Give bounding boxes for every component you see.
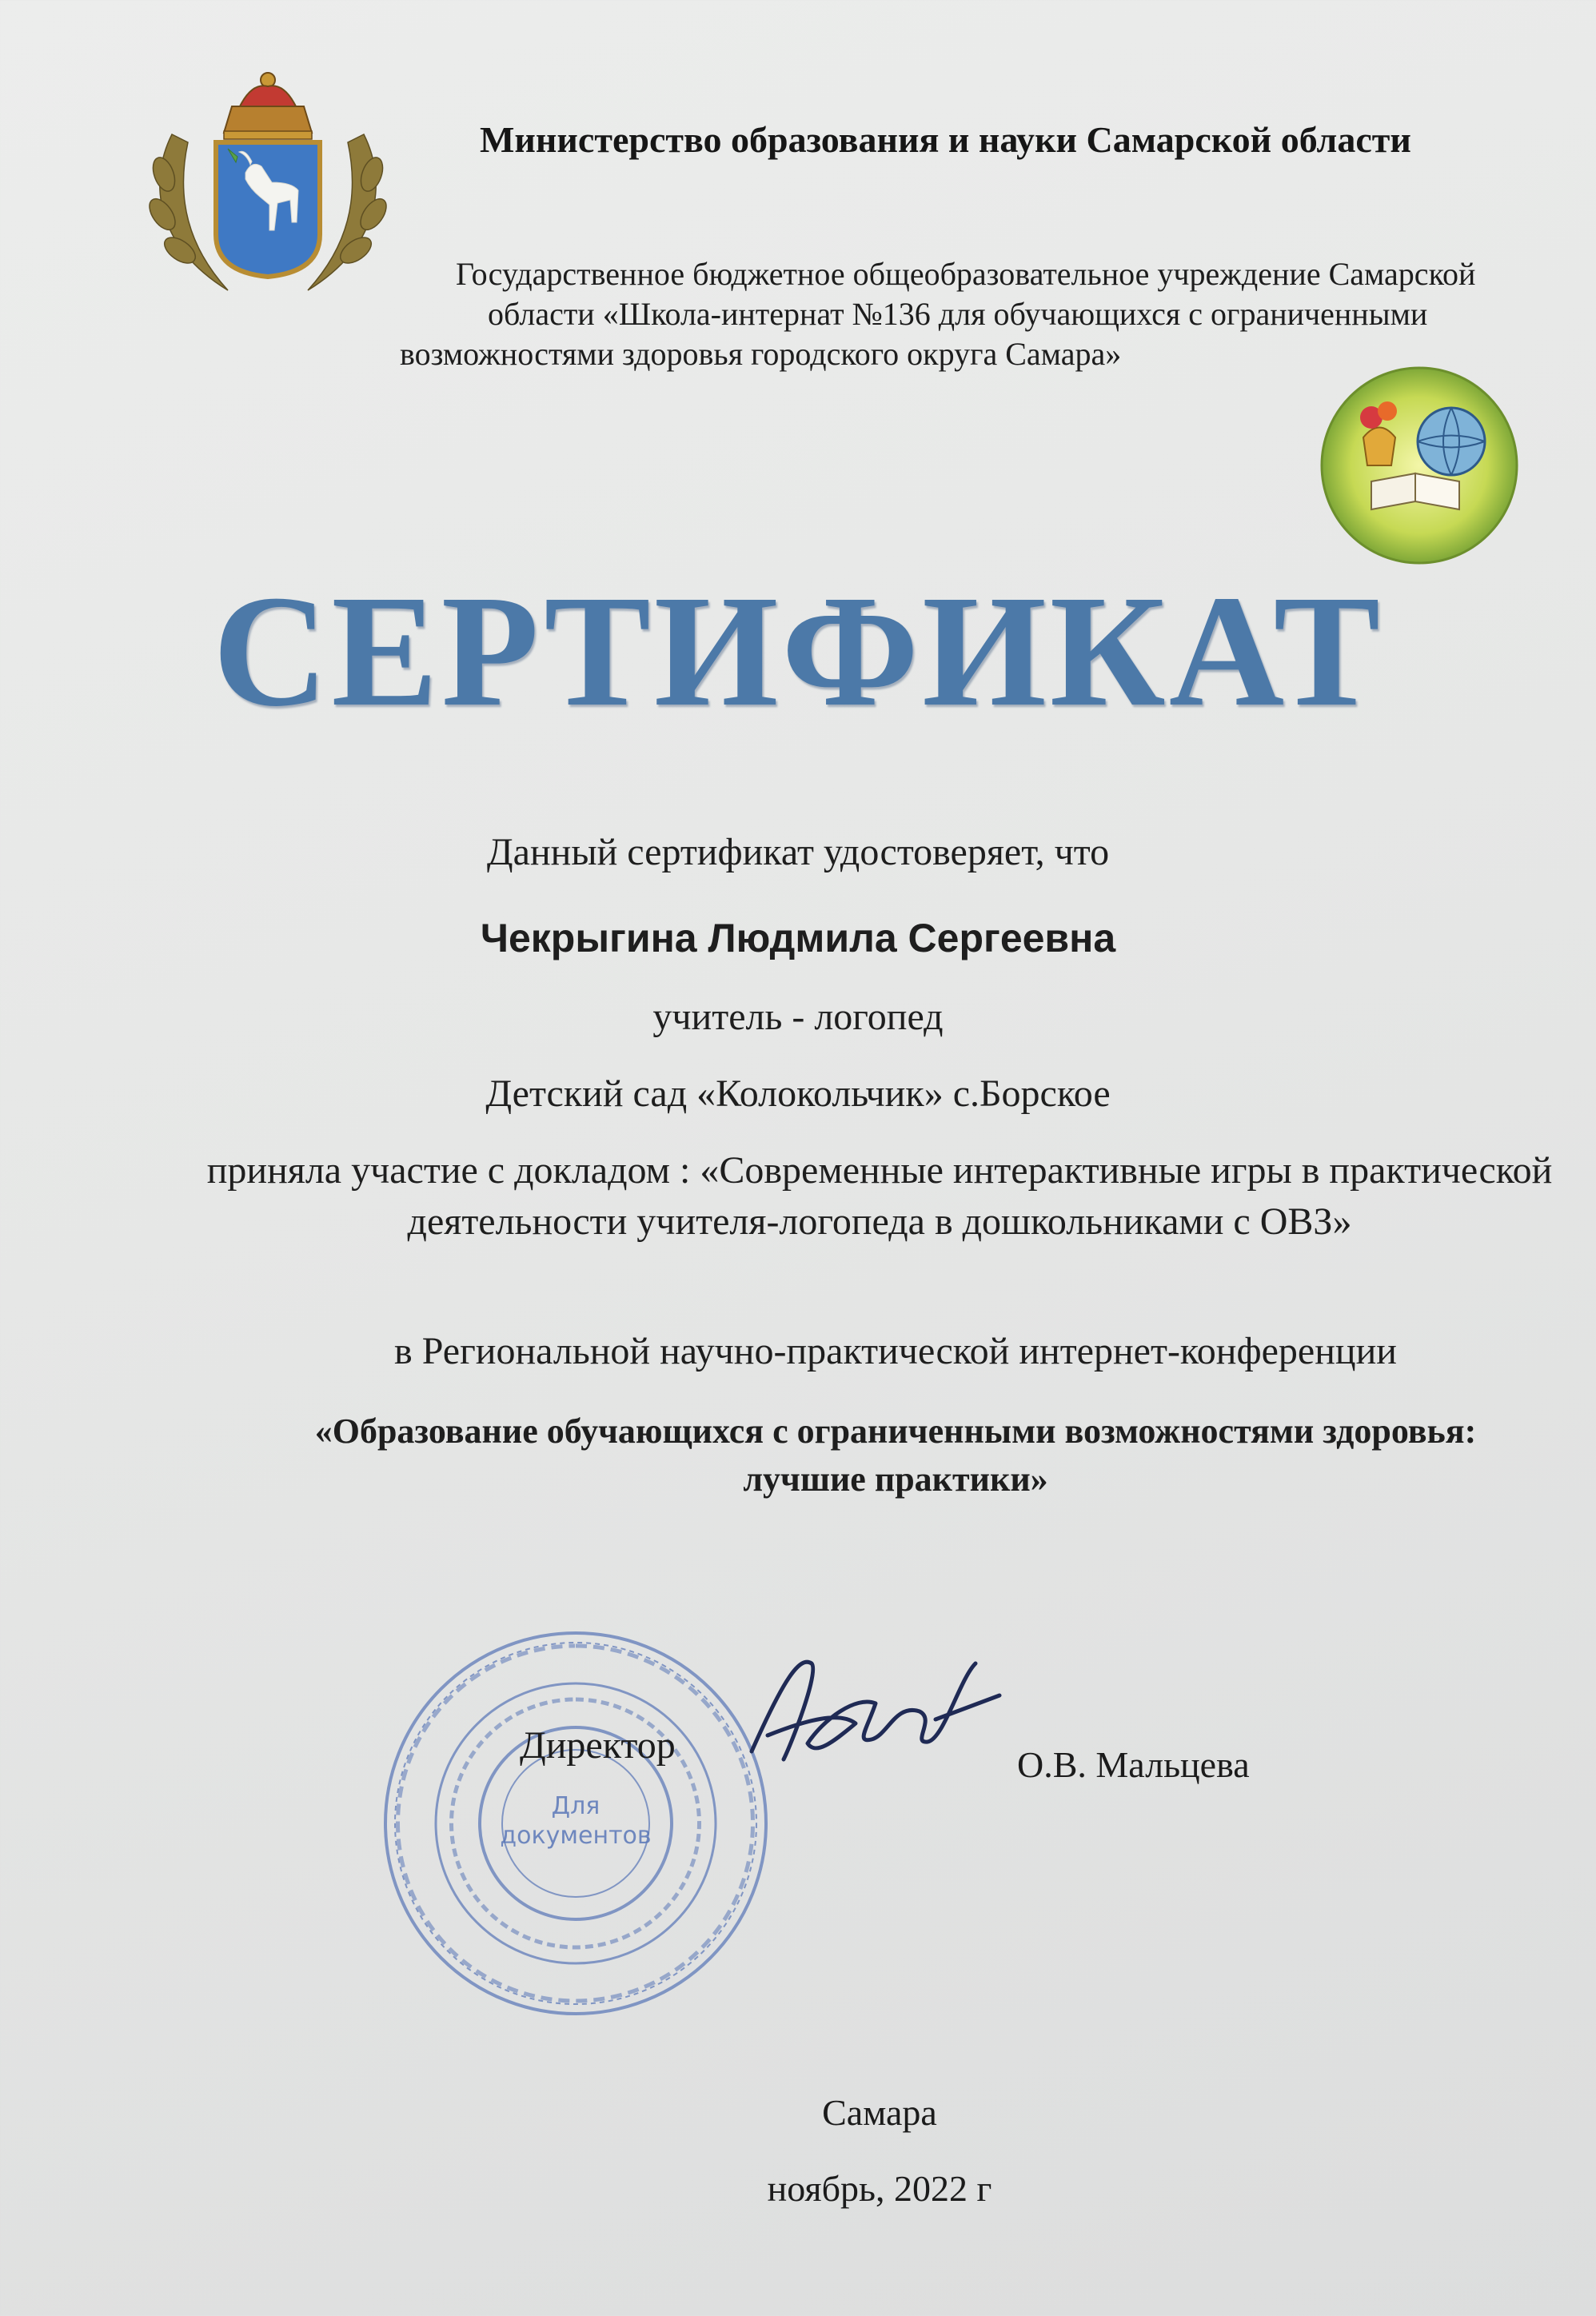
stamp-text-line-2: документов bbox=[500, 1822, 652, 1850]
institution-name bbox=[400, 254, 1527, 374]
institution-line-3: возможностями здоровья городского округа Самара» bbox=[400, 336, 1122, 372]
institution-line-2: области «Школа-интернат №136 для обучающихся с ограниченными bbox=[488, 296, 1428, 332]
stamp-text-line-1: Для bbox=[551, 1792, 600, 1820]
recipient-position: учитель - логопед bbox=[652, 996, 944, 1038]
certificate-title: СЕРТИФИКАТ bbox=[212, 563, 1384, 740]
recipient-organization: Детский сад «Колокольчик» с.Борское bbox=[485, 1072, 1111, 1115]
date: ноябрь, 2022 г bbox=[767, 2168, 992, 2209]
ministry-name: Министерство образования и науки Самарской области bbox=[480, 119, 1411, 160]
official-stamp bbox=[376, 1623, 776, 2023]
school-logo-icon bbox=[1315, 361, 1523, 569]
handwritten-signature bbox=[736, 1647, 1007, 1775]
samara-coat-of-arms-icon bbox=[140, 62, 396, 302]
city: Самара bbox=[822, 2092, 937, 2133]
certificate-intro: Данный сертификат удостоверяет, что bbox=[486, 831, 1110, 873]
director-name: О.В. Мальцева bbox=[1017, 1744, 1250, 1785]
institution-line-1: Государственное бюджетное общеобразовательное учреждение Самарской bbox=[456, 256, 1476, 292]
recipient-name: Чекрыгина Людмила Сергеевна bbox=[480, 916, 1116, 960]
report-title: приняла участие с докладом : «Современные интерактивные игры в практической деятельности учителя-логопеда в дошкольниками с ОВЗ» bbox=[206, 1149, 1553, 1243]
conference-intro: в Региональной научно-практической интернет-конференции bbox=[394, 1330, 1397, 1372]
director-label: Директор bbox=[520, 1724, 676, 1767]
conference-name: «Образование обучающихся с ограниченными возможностями здоровья: лучшие практики» bbox=[314, 1412, 1477, 1499]
